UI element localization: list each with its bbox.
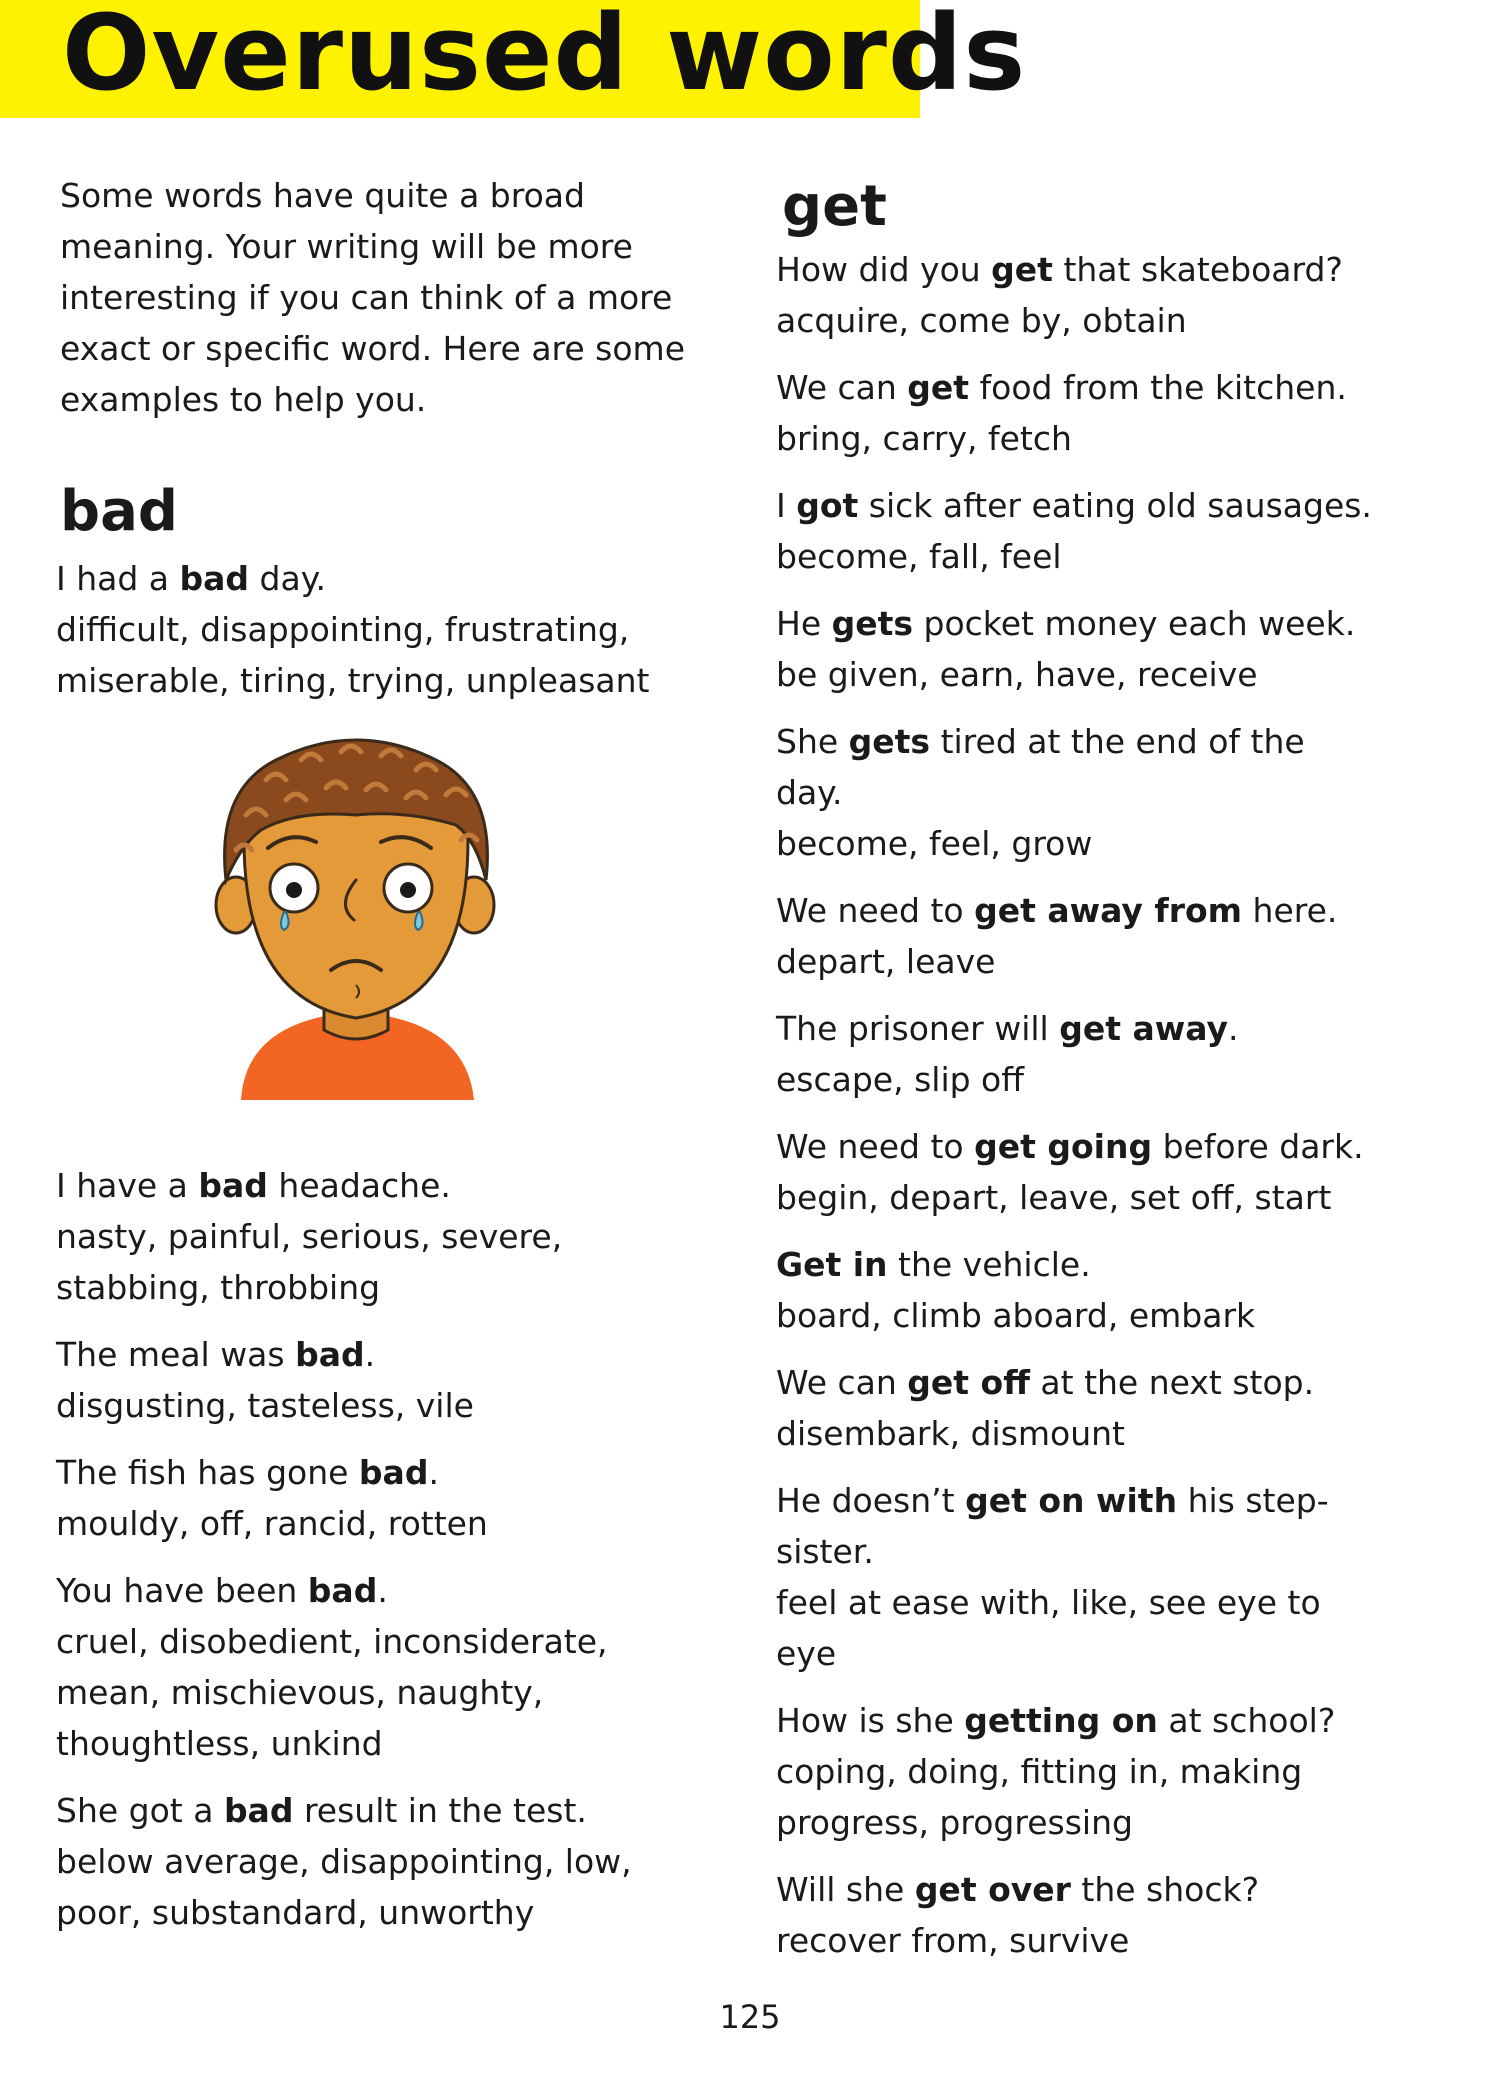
page-title: Overused words [62,0,1027,114]
keyword: get going [974,1127,1153,1166]
heading-get: get [782,174,887,239]
entry-bad-4 [56,1447,696,1549]
left-column [56,170,696,1954]
heading-bad: bad [60,479,178,544]
entry-get-5 [776,716,1376,869]
example-sentence: Get in the vehicle. [776,1245,1091,1284]
keyword: get away [1059,1009,1228,1048]
synonym-list: below average, disappointing, low, poor, substandard, unworthy [56,1842,632,1932]
keyword: gets [831,604,914,643]
entry-get-3 [776,480,1376,582]
entry-get-1 [776,244,1376,346]
keyword: bad [307,1571,378,1610]
synonym-list: disgusting, tasteless, vile [56,1386,474,1425]
intro-paragraph: Some words have quite a broad meaning. Your writing will be more interesting if you can think of a more exact or specific word. Here are some examples to help you. [60,176,686,419]
example-sentence: I had a bad day. [56,559,327,598]
keyword: get on with [965,1481,1178,1520]
example-sentence: How did you get that skateboard? [776,250,1343,289]
right-column [776,172,1376,1982]
synonym-list: feel at ease with, like, see eye to eye [776,1583,1321,1673]
keyword: get [991,250,1053,289]
keyword: bad [358,1453,429,1492]
example-sentence: The prisoner will get away. [776,1009,1239,1048]
keyword: got [796,486,859,525]
keyword: get over [914,1870,1071,1909]
example-sentence: The fish has gone bad. [56,1453,439,1492]
synonym-list: coping, doing, fitting in, making progress, progressing [776,1752,1303,1842]
keyword: Get in [776,1245,888,1284]
keyword: bad [198,1166,268,1205]
synonym-list: become, feel, grow [776,824,1093,863]
example-sentence: You have been bad. [56,1571,388,1610]
example-sentence: The meal was bad. [56,1335,376,1374]
example-sentence: We need to get going before dark. [776,1127,1364,1166]
keyword: get off [907,1363,1030,1402]
synonym-list: disembark, dismount [776,1414,1125,1453]
example-sentence: Will she get over the shock? [776,1870,1260,1909]
keyword: get [907,368,970,407]
example-sentence: We need to get away from here. [776,891,1338,930]
entry-get-12 [776,1695,1376,1848]
keyword: bad [295,1335,365,1374]
synonym-list: cruel, disobedient, inconsiderate, mean, mischievous, naughty, thoughtless, unkind [56,1622,608,1763]
entry-bad-5 [56,1565,696,1769]
synonym-list: recover from, survive [776,1921,1130,1960]
example-sentence: She got a bad result in the test. [56,1791,587,1830]
synonym-list: escape, slip off [776,1060,1024,1099]
example-sentence: I have a bad headache. [56,1166,451,1205]
entry-get-8 [776,1121,1376,1223]
synonym-list: acquire, come by, obtain [776,301,1187,340]
example-sentence: He gets pocket money each week. [776,604,1356,643]
synonym-list: mouldy, off, rancid, rotten [56,1504,488,1543]
entry-get-7 [776,1003,1376,1105]
sad-face-icon [206,730,506,1100]
entry-get-9 [776,1239,1376,1341]
entry-get-6 [776,885,1376,987]
page-number: 125 [719,1998,781,2036]
synonym-list: difficult, disappointing, frustrating, miserable, tiring, trying, unpleasant [56,610,650,700]
keyword: get away from [974,891,1243,930]
entry-bad-2 [56,1160,696,1313]
entry-get-13 [776,1864,1376,1966]
synonym-list: become, fall, feel [776,537,1062,576]
entry-get-2 [776,362,1376,464]
example-sentence: We can get food from the kitchen. [776,368,1347,407]
synonym-list: bring, carry, fetch [776,419,1072,458]
example-sentence: She gets tired at the end of the day. [776,722,1305,812]
entry-bad-6 [56,1785,696,1938]
example-sentence: How is she getting on at school? [776,1701,1336,1740]
example-sentence: I got sick after eating old sausages. [776,486,1372,525]
keyword: bad [223,1791,294,1830]
entry-bad-3 [56,1329,696,1431]
sad-boy-illustration [206,730,506,1100]
keyword: gets [848,722,931,761]
example-sentence: He doesn’t get on with his step-sister. [776,1481,1329,1571]
synonym-list: board, climb aboard, embark [776,1296,1256,1335]
keyword: bad [179,559,250,598]
synonym-list: depart, leave [776,942,996,981]
synonym-list: be given, earn, have, receive [776,655,1258,694]
synonym-list: nasty, painful, serious, severe, stabbing, throbbing [56,1217,563,1307]
keyword: getting on [964,1701,1158,1740]
synonym-list: begin, depart, leave, set off, start [776,1178,1332,1217]
entry-get-10 [776,1357,1376,1459]
example-sentence: We can get off at the next stop. [776,1363,1315,1402]
entry-get-4 [776,598,1376,700]
entry-bad-1 [56,553,696,706]
entry-get-11 [776,1475,1376,1679]
